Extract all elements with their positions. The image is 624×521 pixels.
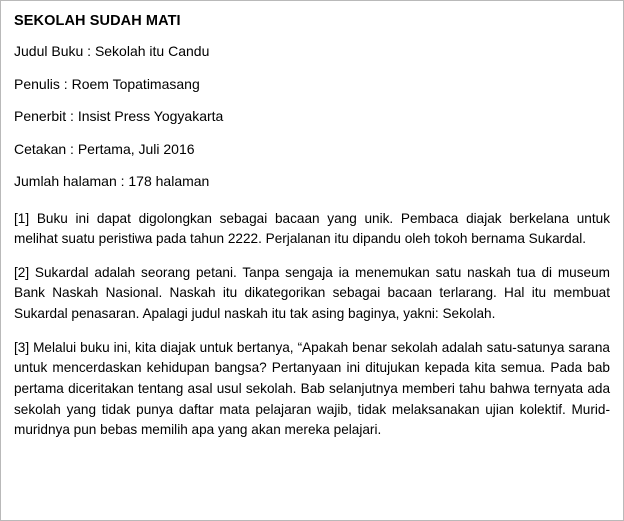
metadata-penulis: Penulis : Roem Topatimasang (14, 75, 200, 92)
book-metadata (14, 43, 610, 191)
metadata-penerbit: Penerbit : Insist Press Yogyakarta (14, 108, 224, 124)
metadata-cetakan: Cetakan : Pertama, Juli 2016 (14, 140, 195, 157)
paragraph-2: [2] Sukardal adalah seorang petani. Tanpa sengaja ia menemukan satu naskah tua di museum Bank Naskah Nasional. Naskah itu dikategorikan sebagai bacaan terlarang. Hal itu membuat Sukardal penasaran. Apalagi judul naskah itu tak asing baginya, yakni: Sekolah. (14, 264, 610, 322)
paragraph-3: [3] Melalui buku ini, kita diajak untuk bertanya, “Apakah benar sekolah adalah satu-satunya sarana untuk mencerdaskan kehidupan bangsa? Pertanyaan ini ditujukan kepada kita semua. Pada bab pertama diceritakan tentang asal usul sekolah. Bab selanjutnya memberi tahu bahwa ternyata ada sekolah yang tidak punya daftar mata pelajaran wajib, tidak melaksanakan ujian kolektif. Murid-muridnya pun bebas memilih apa yang akan mereka pelajari. (14, 339, 610, 438)
paragraph-1: [1] Buku ini dapat digolongkan sebagai bacaan yang unik. Pembaca diajak berkelana untuk melihat suatu peristiwa pada tahun 2222. Perjalanan itu dipandu oleh tokoh bernama Sukardal. (14, 210, 610, 247)
metadata-jumlah-halaman: Jumlah halaman : 178 halaman (14, 173, 210, 189)
page-title: SEKOLAH SUDAH MATI (14, 13, 181, 29)
metadata-judul-buku: Judul Buku : Sekolah itu Candu (14, 43, 210, 59)
